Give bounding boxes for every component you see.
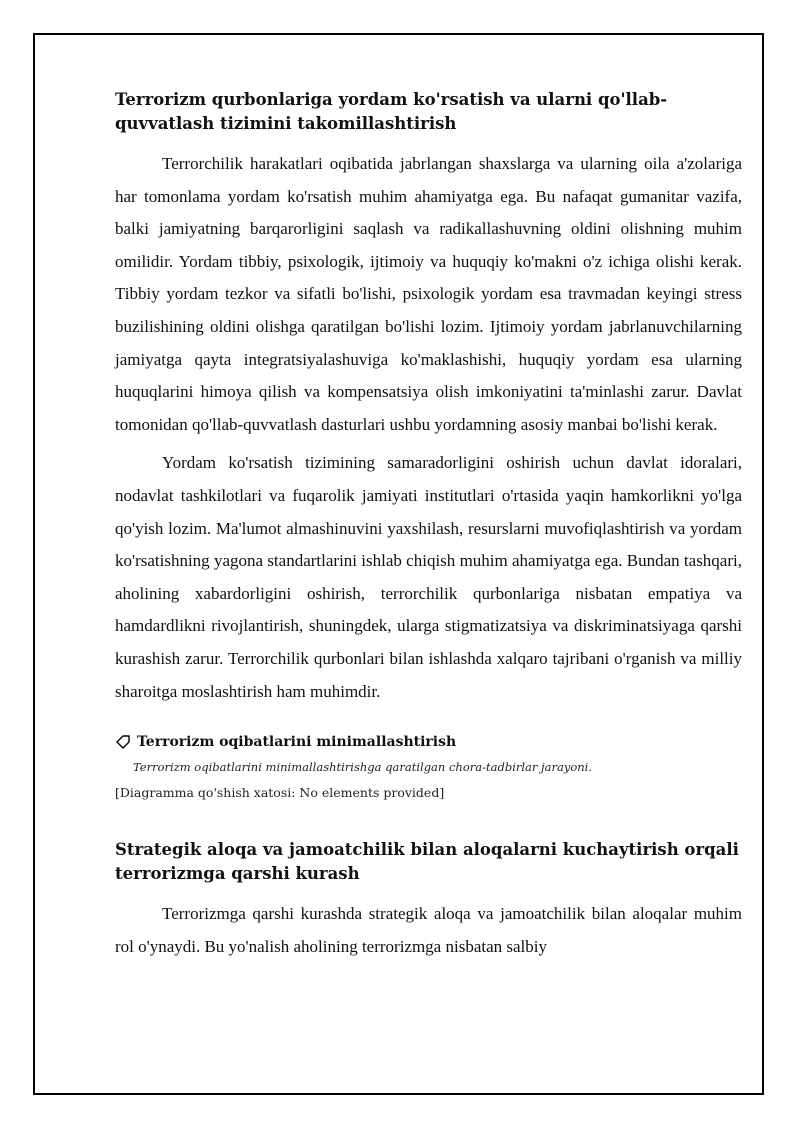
section-heading-strategic-communication: Strategik aloqa va jamoatchilik bilan aloqalarni kuchaytirish orqali terrorizmga qarshi kurash [115, 840, 739, 884]
diagram-caption: Terrorizm oqibatlarini minimallashtirishga qaratilgan chora-tadbirlar jarayoni. [133, 760, 592, 775]
paragraph: Terrorizmga qarshi kurashda strategik aloqa va jamoatchilik bilan aloqalar muhim rol o'ynaydi. Bu yo'nalish aholining terrorizmga nisbatan salbiy [115, 904, 742, 956]
section-heading-victim-support: Terrorizm qurbonlariga yordam ko'rsatish va ularni qo'llab-quvvatlash tizimini takomillashtirish [115, 90, 668, 133]
diagram-error-message: [Diagramma qo'shish xatosi: No elements provided] [115, 785, 445, 801]
paragraph: Yordam ko'rsatish tizimining samaradorligini oshirish uchun davlat idoralari, nodavlat tashkilotlari va fuqarolik jamiyati institutlari o'rtasida yaqin hamkorlikni yo'lga qo'yish lozim. Ma'lumot almashinuvini yaxshilash, resurslarni muvofiqlashtirish va yordam ko'rsatishning yagona standartlarini ishlab chiqish muhim ahamiyatga ega. Bundan tashqari, aholining xabardorligini oshirish, terrorchilik qurbonlariga nisbatan empatiya va hamdardlikni rivojlantirish, shuningdek, ularga stigmatizatsiya va diskriminatsiyaga qarshi kurashish zarur. Terrorchilik qurbonlari bilan ishlashda xalqaro tajribani o'rganish va milliy sharoitga moslashtirish ham muhimdir. [115, 453, 742, 701]
tag-icon [115, 734, 131, 750]
diagram-title [115, 732, 742, 752]
document-content [115, 88, 742, 969]
paragraph: Terrorchilik harakatlari oqibatida jabrlangan shaxslarga va ularning oila a'zolariga har tomonlama yordam ko'rsatish muhim ahamiyatga ega. Bu nafaqat gumanitar vazifa, balki jamiyatning barqarorligini saqlash va radikallashuvning oldini olishning muhim omilidir. Yordam tibbiy, psixologik, ijtimoiy va huquqiy ko'makni o'z ichiga olishi kerak. Tibbiy yordam tezkor va sifatli bo'lishi, psixologik yordam esa travmadan keyingi stress buzilishining oldini olishga qaratilgan bo'lishi lozim. Ijtimoiy yordam jabrlanuvchilarning jamiyatga qayta integratsiyalashuviga ko'maklashishi, huquqiy yordam esa ularning huquqlarini himoya qilish va kompensatsiya olish imkoniyatini ta'minlashi zarur. Davlat tomonidan qo'llab-quvvatlash dasturlari ushbu yordamning asosiy manbai bo'lishi kerak. [115, 154, 742, 434]
diagram-block [115, 732, 742, 802]
diagram-title-text: Terrorizm oqibatlarini minimallashtirish [137, 734, 457, 751]
